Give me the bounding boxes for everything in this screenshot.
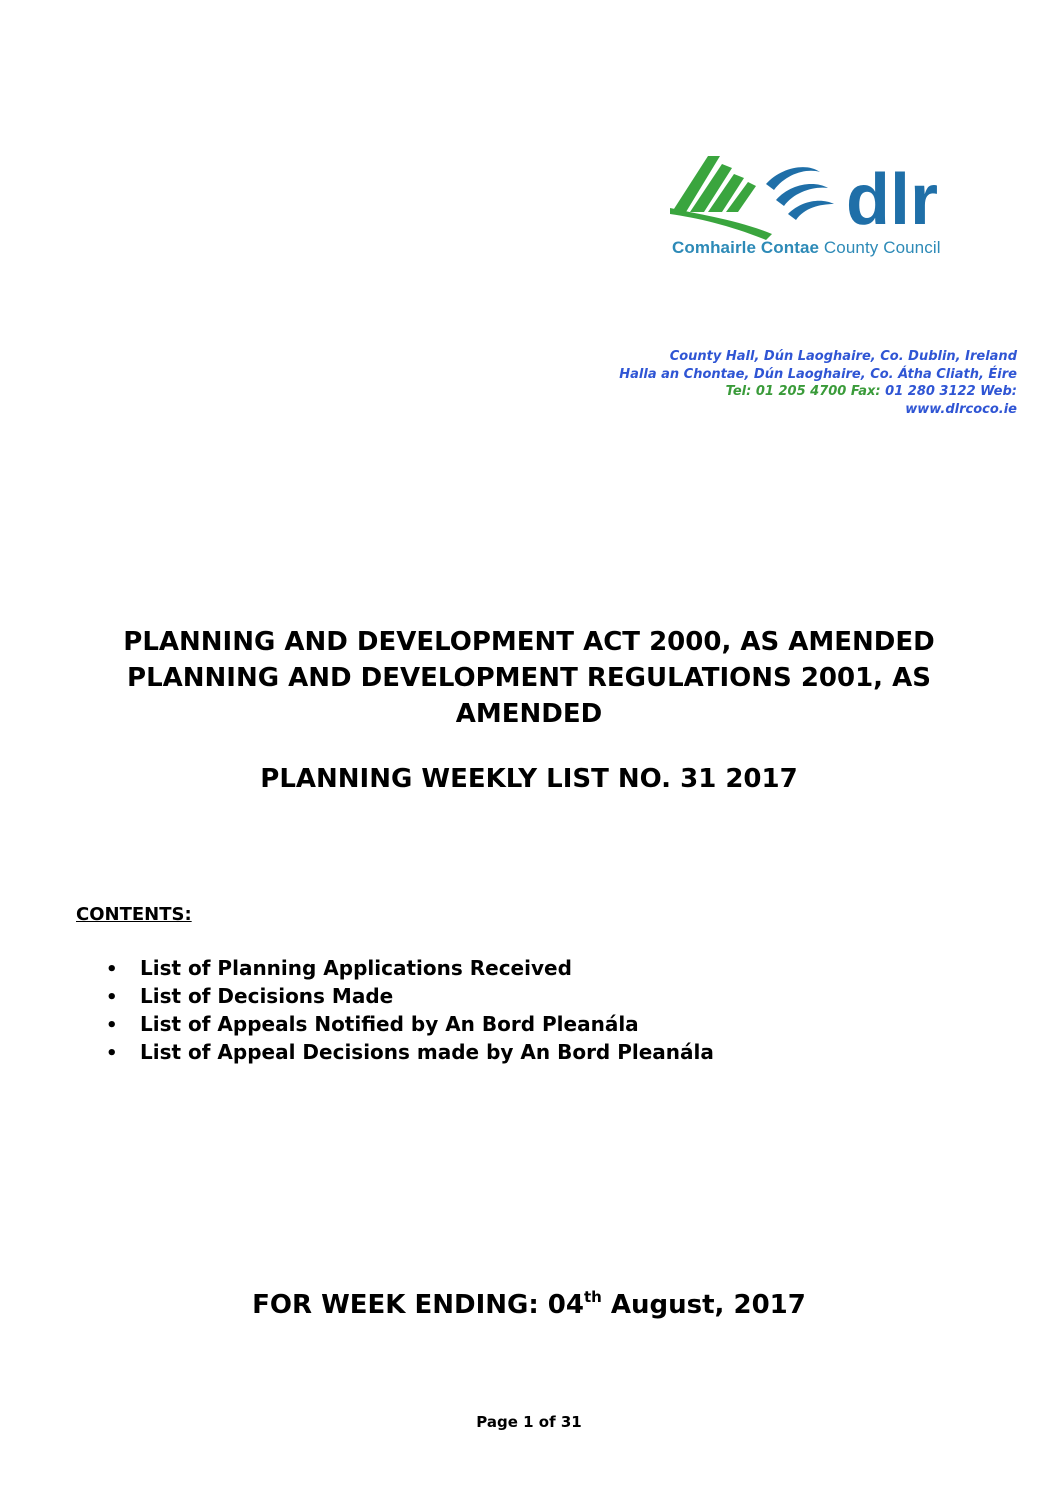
contents-item-label: List of Appeals Notified by An Bord Pleanála	[140, 1012, 639, 1036]
contents-item	[106, 955, 714, 983]
web-label: Web:	[980, 384, 1017, 399]
bullet-icon: •	[106, 959, 118, 980]
act-title	[60, 624, 998, 732]
bullet-icon: •	[106, 987, 118, 1008]
page-number: Page 1 of 31	[476, 1413, 582, 1431]
week-ending-date: August, 2017	[601, 1290, 806, 1320]
act-title-line-2: PLANNING AND DEVELOPMENT REGULATIONS 2001, AS	[127, 663, 931, 693]
fax-label: Fax:	[850, 384, 881, 399]
tel-label: Tel:	[725, 384, 752, 399]
bullet-icon: •	[106, 1015, 118, 1036]
bullet-icon: •	[106, 1043, 118, 1064]
contents-list	[106, 955, 714, 1067]
week-ending-ordinal: th	[583, 1288, 602, 1306]
logo-tagline-english: County Council	[823, 238, 941, 257]
contents-item-label: List of Planning Applications Received	[140, 956, 572, 980]
web-link[interactable]: www.dlrcoco.ie	[905, 401, 1017, 417]
logo-tagline-irish: Comhairle Contae	[672, 238, 820, 257]
weekly-list-title: PLANNING WEEKLY LIST NO. 31 2017	[260, 764, 798, 794]
logo-text: dlr	[846, 160, 939, 240]
week-ending	[60, 1290, 998, 1320]
week-ending-prefix: FOR WEEK ENDING: 04	[252, 1290, 584, 1320]
act-title-line-1: PLANNING AND DEVELOPMENT ACT 2000, AS AMENDED	[123, 627, 935, 657]
contents-item-label: List of Decisions Made	[140, 984, 394, 1008]
address-line-2: Halla an Chontae, Dún Laoghaire, Co. Átha Cliath, Éire	[619, 366, 1017, 382]
act-title-line-3: AMENDED	[455, 699, 603, 729]
contact-line	[619, 383, 1017, 401]
tel-value: 01 205 4700	[755, 384, 847, 399]
contents-item	[106, 1039, 714, 1067]
logo-tagline	[672, 238, 941, 258]
fax-value: 01 280 3122	[885, 384, 976, 399]
contents-item	[106, 1011, 714, 1039]
contents-heading: CONTENTS:	[76, 904, 192, 925]
contents-item-label: List of Appeal Decisions made by An Bord Pleanála	[140, 1040, 714, 1064]
address-line-1: County Hall, Dún Laoghaire, Co. Dublin, Ireland	[669, 349, 1017, 364]
contents-item	[106, 983, 714, 1011]
address-block	[619, 348, 1017, 418]
